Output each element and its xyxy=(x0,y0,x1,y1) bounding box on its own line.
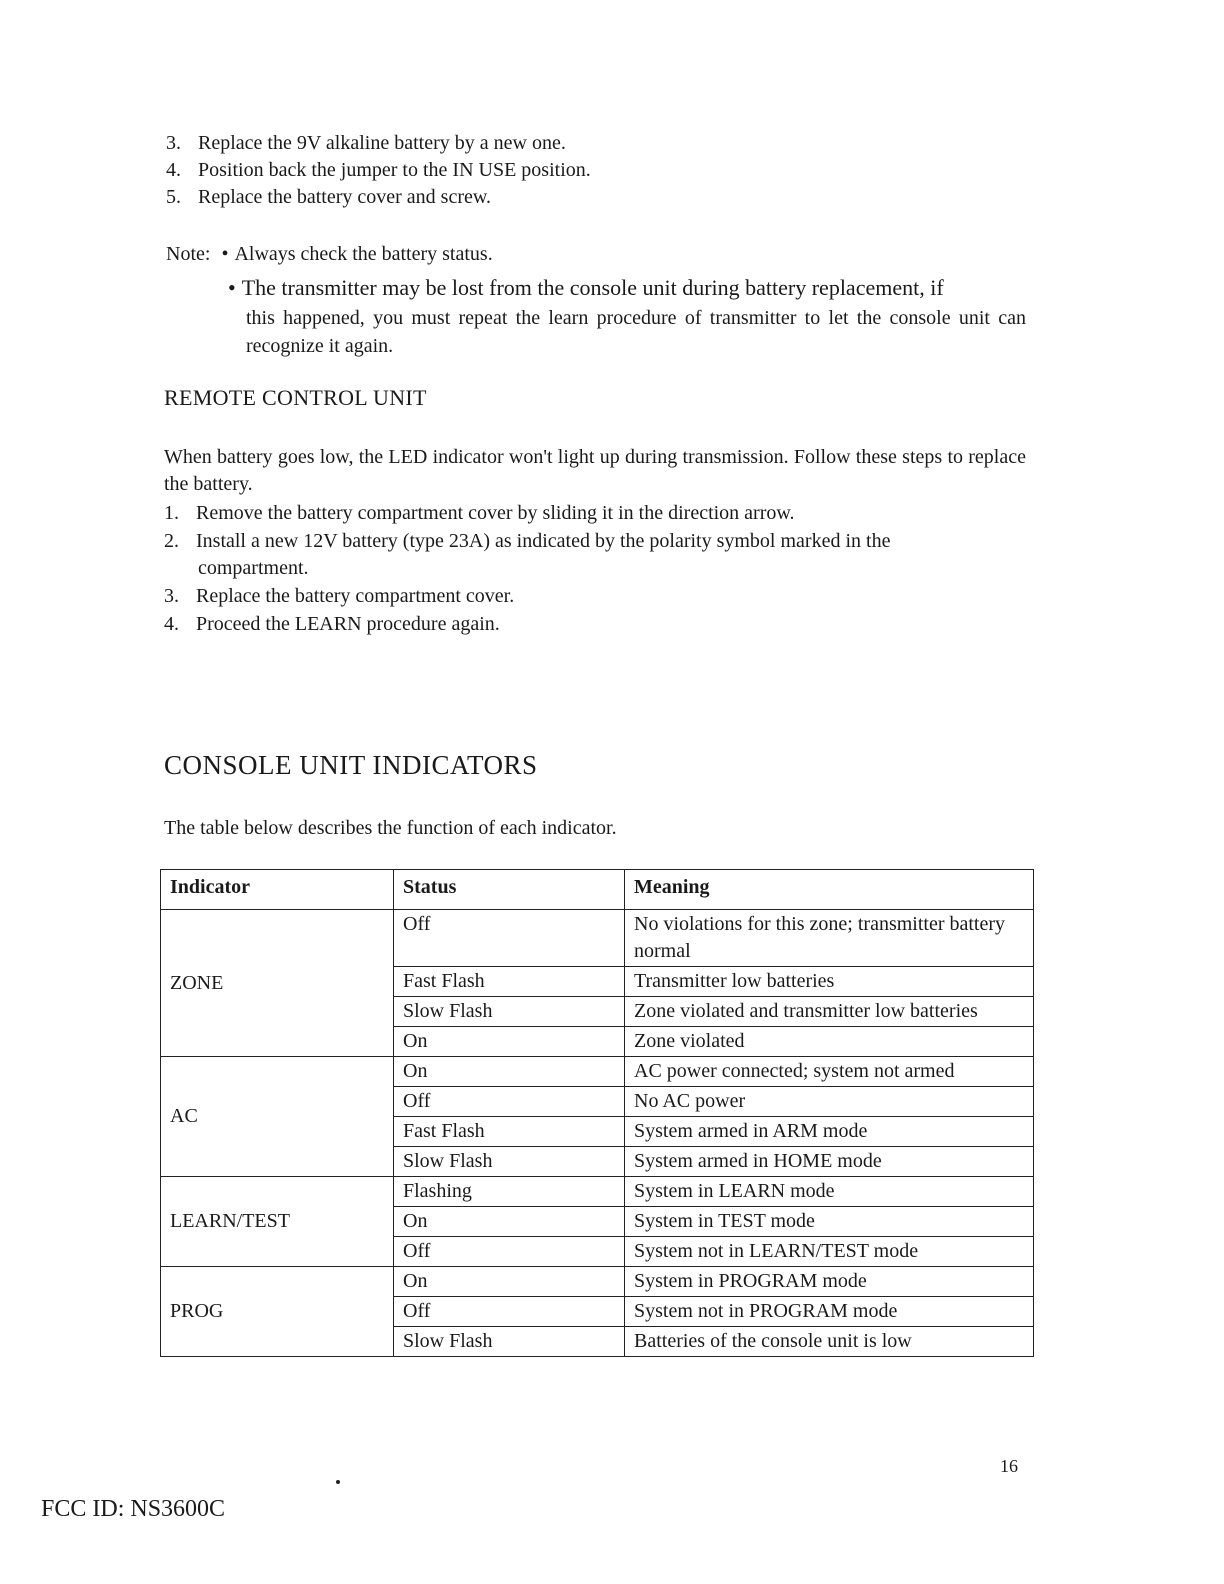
status-cell: Flashing xyxy=(394,1177,625,1207)
note-line-2: • The transmitter may be lost from the console unit during battery replacement, if xyxy=(228,275,944,300)
status-cell: Slow Flash xyxy=(394,997,625,1027)
status-cell: On xyxy=(394,1267,625,1297)
meaning-cell: No violations for this zone; transmitter battery normal xyxy=(625,910,1034,967)
status-cell: On xyxy=(394,1027,625,1057)
meaning-cell: System not in PROGRAM mode xyxy=(625,1297,1034,1327)
note-bullet-2-continuation: this happened, you must repeat the learn procedure of transmitter to let the console unit can recognize it again. xyxy=(246,307,1026,357)
indicator-cell: PROG xyxy=(161,1267,394,1357)
status-cell: Off xyxy=(394,1087,625,1117)
meaning-cell: System in PROGRAM mode xyxy=(625,1267,1034,1297)
remote-step-3: 3. Replace the battery compartment cover. xyxy=(164,585,515,607)
remote-heading: REMOTE CONTROL UNIT xyxy=(164,385,427,410)
stray-mark xyxy=(336,1480,340,1484)
remote-step-4: 4. Proceed the LEARN procedure again. xyxy=(164,613,500,635)
table-row xyxy=(161,910,1034,967)
meaning-cell: System in TEST mode xyxy=(625,1207,1034,1237)
step-3: 3. Replace the 9V alkaline battery by a new one. xyxy=(166,132,566,154)
table-row xyxy=(161,1177,1034,1207)
meaning-cell: AC power connected; system not armed xyxy=(625,1057,1034,1087)
meaning-cell: Transmitter low batteries xyxy=(625,967,1034,997)
step-5: 5. Replace the battery cover and screw. xyxy=(166,186,491,208)
table-row xyxy=(161,1057,1034,1087)
status-cell: Fast Flash xyxy=(394,967,625,997)
meaning-cell: Zone violated xyxy=(625,1027,1034,1057)
step-4: 4. Position back the jumper to the IN USE position. xyxy=(166,159,591,181)
meaning-cell: System armed in HOME mode xyxy=(625,1147,1034,1177)
meaning-cell: Zone violated and transmitter low batteries xyxy=(625,997,1034,1027)
bullet-icon: • xyxy=(221,243,229,265)
console-intro: The table below describes the function of each indicator. xyxy=(164,817,617,839)
column-header-meaning: Meaning xyxy=(625,870,1034,910)
remote-intro: When battery goes low, the LED indicator won't light up during transmission. Follow these steps to replace the battery. xyxy=(164,446,1026,495)
meaning-cell: System in LEARN mode xyxy=(625,1177,1034,1207)
remote-step-2-continuation: compartment. xyxy=(198,557,309,579)
note-label: Note: xyxy=(166,243,211,265)
meaning-cell: Batteries of the console unit is low xyxy=(625,1327,1034,1357)
console-title: CONSOLE UNIT INDICATORS xyxy=(164,750,538,780)
page-number: 16 xyxy=(1000,1456,1018,1476)
status-cell: Fast Flash xyxy=(394,1117,625,1147)
status-cell: Off xyxy=(394,1237,625,1267)
bullet-icon: • xyxy=(228,275,236,300)
meaning-cell: No AC power xyxy=(625,1087,1034,1117)
table-header-row xyxy=(161,870,1034,910)
status-cell: Off xyxy=(394,910,625,967)
status-cell: On xyxy=(394,1207,625,1237)
status-cell: Slow Flash xyxy=(394,1327,625,1357)
status-cell: On xyxy=(394,1057,625,1087)
indicator-cell: ZONE xyxy=(161,910,394,1057)
indicator-cell: AC xyxy=(161,1057,394,1177)
remote-step-1: 1. Remove the battery compartment cover by sliding it in the direction arrow. xyxy=(164,502,795,524)
meaning-cell: System armed in ARM mode xyxy=(625,1117,1034,1147)
indicator-cell: LEARN/TEST xyxy=(161,1177,394,1267)
column-header-status: Status xyxy=(394,870,625,910)
remote-step-2: 2. Install a new 12V battery (type 23A) as indicated by the polarity symbol marked in the xyxy=(164,530,891,552)
table-row xyxy=(161,1267,1034,1297)
status-cell: Slow Flash xyxy=(394,1147,625,1177)
status-cell: Off xyxy=(394,1297,625,1327)
meaning-cell: System not in LEARN/TEST mode xyxy=(625,1237,1034,1267)
fcc-id: FCC ID: NS3600C xyxy=(41,1496,226,1522)
note-line-1: Note: • Always check the battery status. xyxy=(166,243,493,265)
indicator-table xyxy=(160,869,1034,1357)
column-header-indicator: Indicator xyxy=(161,870,394,910)
